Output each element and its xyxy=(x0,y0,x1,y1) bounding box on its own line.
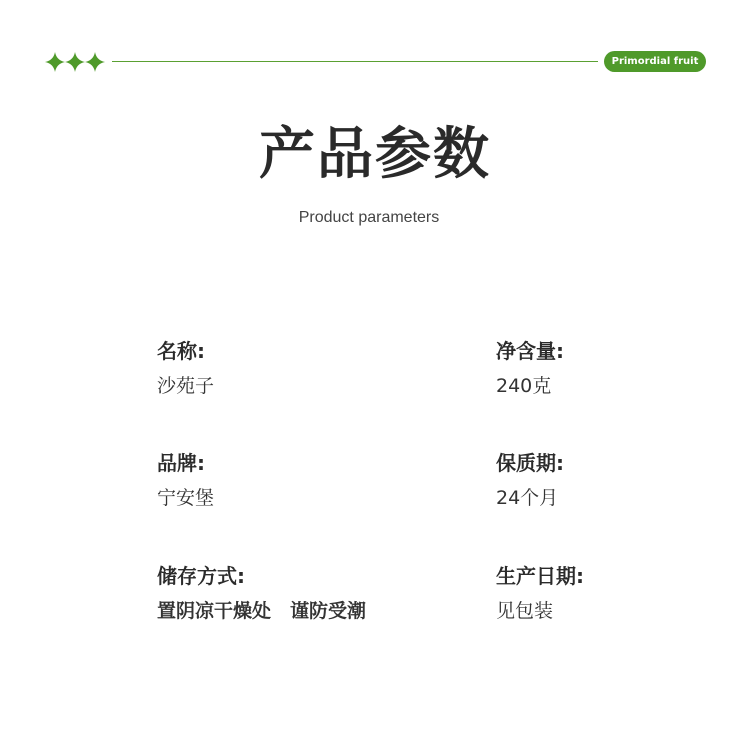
param-storage xyxy=(157,562,477,624)
param-net-weight xyxy=(496,337,750,399)
param-brand xyxy=(157,449,417,511)
param-shelf-life xyxy=(496,449,750,511)
page-subtitle: Product parameters xyxy=(298,209,440,226)
sparkle-star-3-icon xyxy=(85,52,105,72)
param-net-weight-value: 240克 xyxy=(496,375,552,397)
param-shelf-life-value: 24个月 xyxy=(496,487,559,509)
param-name xyxy=(157,337,417,399)
sparkle-star-2-icon xyxy=(65,52,85,72)
param-storage-value: 置阴凉干燥处 谨防受潮 xyxy=(157,600,367,622)
page-title: 产品参数 xyxy=(259,122,491,187)
sparkle-star-1-icon xyxy=(45,52,65,72)
param-brand-label: 品牌: xyxy=(157,451,205,475)
param-brand-value: 宁安堡 xyxy=(157,487,215,509)
param-net-weight-label: 净含量: xyxy=(496,339,564,363)
param-name-value: 沙苑子 xyxy=(157,375,215,397)
param-production-date xyxy=(496,562,750,624)
param-storage-label: 储存方式: xyxy=(157,564,245,588)
sparkle-stars-icon xyxy=(44,50,106,74)
brand-badge: Primordial fruit xyxy=(604,51,706,72)
param-shelf-life-label: 保质期: xyxy=(496,451,564,475)
param-name-label: 名称: xyxy=(157,339,205,363)
param-production-date-value: 见包装 xyxy=(496,600,554,622)
param-production-date-label: 生产日期: xyxy=(496,564,584,588)
header-divider-line xyxy=(112,61,598,62)
